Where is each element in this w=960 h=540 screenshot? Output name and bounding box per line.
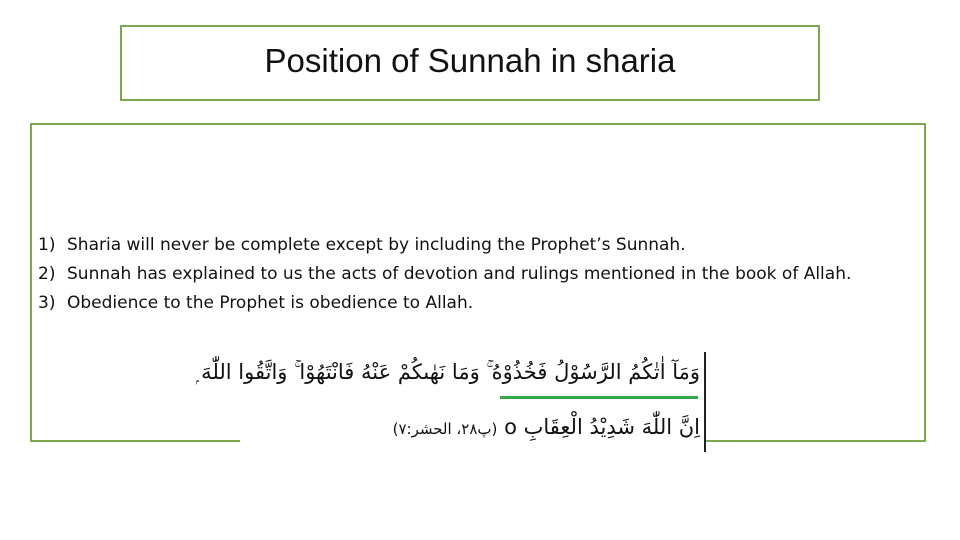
list-item-number: 1) <box>38 235 56 255</box>
verse-line-2: اِنَّ اللّٰهَ شَدِيْدُ الْعِقَابِ o (پ۲۸، الحشر:۷) <box>392 415 700 439</box>
list-item <box>38 231 918 260</box>
verse-line-1: وَمَآ اٰتٰكُمُ الرَّسُوْلُ فَخُذُوْهُ ۚ وَمَا نَهٰىكُمْ عَنْهُ فَانْتَهُوْا ۚ وَاتَّقُوا اللّٰهَ ۭ <box>195 360 700 384</box>
verse-reference: (پ۲۸، الحشر:۷) <box>392 420 498 438</box>
list-item <box>38 289 918 318</box>
list-item-text: Obedience to the Prophet is obedience to Allah. <box>67 293 474 313</box>
verse-border <box>704 352 706 452</box>
list-item-text: Sharia will never be complete except by including the Prophet’s Sunnah. <box>67 235 686 255</box>
quran-verse-image <box>195 352 706 452</box>
point-list <box>38 231 918 318</box>
list-item-text: Sunnah has explained to us the acts of devotion and rulings mentioned in the book of Allah. <box>67 264 852 284</box>
list-item-number: 2) <box>38 264 56 284</box>
verse-line-2-text: اِنَّ اللّٰهَ شَدِيْدُ الْعِقَابِ <box>523 415 700 439</box>
verse-highlight-underline <box>500 396 698 399</box>
list-item-number: 3) <box>38 293 56 313</box>
slide-title: Position of Sunnah in sharia <box>264 42 676 79</box>
title-box <box>120 25 820 101</box>
list-item <box>38 260 918 289</box>
